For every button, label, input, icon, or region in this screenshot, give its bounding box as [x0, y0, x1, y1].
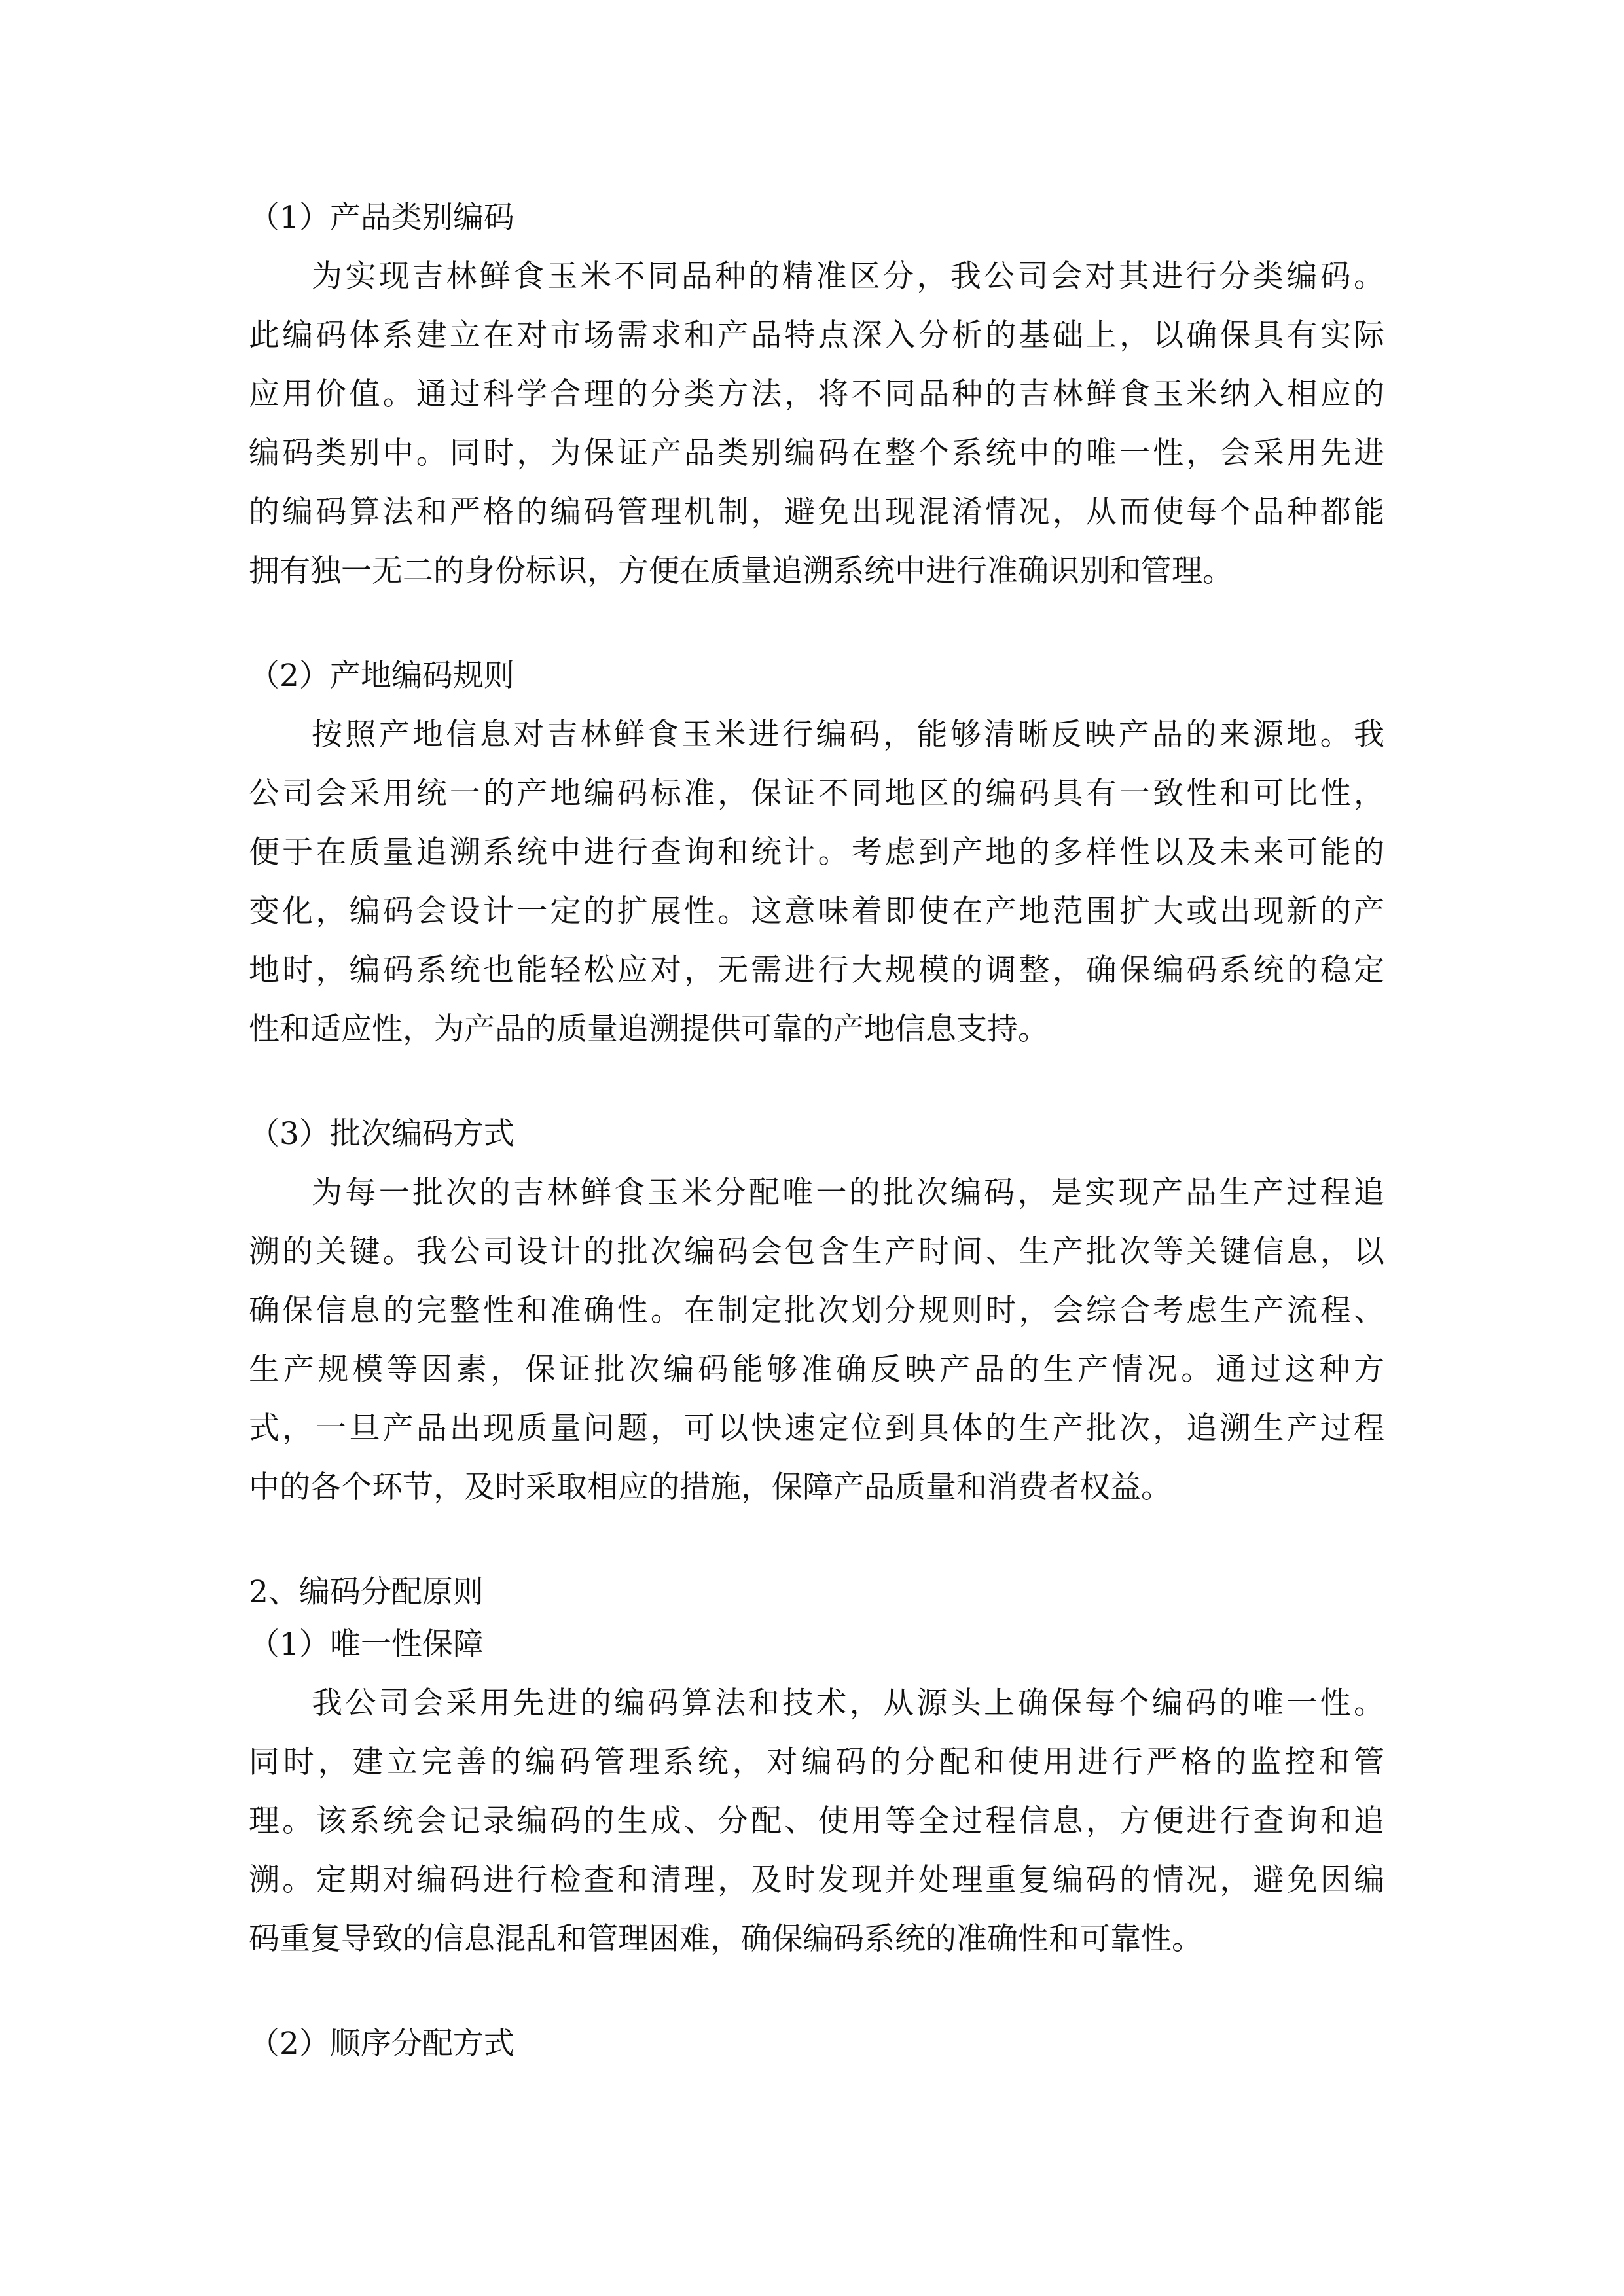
- paragraph-line: 同时，建立完善的编码管理系统，对编码的分配和使用进行严格的监控和管: [249, 1744, 1384, 1780]
- paragraph-line: 公司会采用统一的产地编码标准，保证不同地区的编码具有一致性和可比性，: [249, 776, 1384, 812]
- section-heading: （2）产地编码规则: [249, 658, 514, 694]
- paragraph-line: 此编码体系建立在对市场需求和产品特点深入分析的基础上，以确保具有实际: [249, 317, 1384, 353]
- paragraph-line: 溯的关键。我公司设计的批次编码会包含生产时间、生产批次等关键信息，以: [249, 1234, 1384, 1270]
- paragraph-line: 变化，编码会设计一定的扩展性。这意味着即使在产地范围扩大或出现新的产: [249, 893, 1384, 929]
- section-heading: （2）顺序分配方式: [249, 2026, 514, 2062]
- paragraph-line: 的编码算法和严格的编码管理机制，避免出现混淆情况，从而使每个品种都能: [249, 494, 1384, 530]
- paragraph-line: 中的各个环节，及时采取相应的措施，保障产品质量和消费者权益。: [249, 1469, 1172, 1505]
- section-heading: （1）产品类别编码: [249, 200, 514, 236]
- paragraph-line: 我公司会采用先进的编码算法和技术，从源头上确保每个编码的唯一性。: [312, 1685, 1384, 1721]
- paragraph-line: 编码类别中。同时，为保证产品类别编码在整个系统中的唯一性，会采用先进: [249, 435, 1384, 471]
- paragraph-line: 理。该系统会记录编码的生成、分配、使用等全过程信息，方便进行查询和追: [249, 1803, 1384, 1839]
- paragraph-line: 确保信息的完整性和准确性。在制定批次划分规则时，会综合考虑生产流程、: [249, 1293, 1384, 1329]
- paragraph-line: 码重复导致的信息混乱和管理困难，确保编码系统的准确性和可靠性。: [249, 1921, 1202, 1957]
- chapter-title: 2、编码分配原则: [249, 1574, 484, 1610]
- section-heading: （3）批次编码方式: [249, 1116, 514, 1152]
- paragraph-line: 式，一旦产品出现质量问题，可以快速定位到具体的生产批次，追溯生产过程: [249, 1410, 1384, 1446]
- paragraph-line: 按照产地信息对吉林鲜食玉米进行编码，能够清晰反映产品的来源地。我: [312, 717, 1384, 753]
- section-heading: （1）唯一性保障: [249, 1626, 484, 1662]
- paragraph-line: 生产规模等因素，保证批次编码能够准确反映产品的生产情况。通过这种方: [249, 1352, 1384, 1388]
- paragraph-line: 便于在质量追溯系统中进行查询和统计。考虑到产地的多样性以及未来可能的: [249, 834, 1384, 870]
- paragraph-line: 为实现吉林鲜食玉米不同品种的精准区分，我公司会对其进行分类编码。: [312, 259, 1384, 295]
- paragraph-line: 为每一批次的吉林鲜食玉米分配唯一的批次编码，是实现产品生产过程追: [312, 1175, 1384, 1211]
- paragraph-line: 性和适应性，为产品的质量追溯提供可靠的产地信息支持。: [249, 1011, 1049, 1047]
- paragraph-line: 溯。定期对编码进行检查和清理，及时发现并处理重复编码的情况，避免因编: [249, 1862, 1384, 1898]
- paragraph-line: 拥有独一无二的身份标识，方便在质量追溯系统中进行准确识别和管理。: [249, 553, 1233, 589]
- paragraph-line: 应用价值。通过科学合理的分类方法，将不同品种的吉林鲜食玉米纳入相应的: [249, 376, 1384, 412]
- paragraph-line: 地时，编码系统也能轻松应对，无需进行大规模的调整，确保编码系统的稳定: [249, 952, 1384, 988]
